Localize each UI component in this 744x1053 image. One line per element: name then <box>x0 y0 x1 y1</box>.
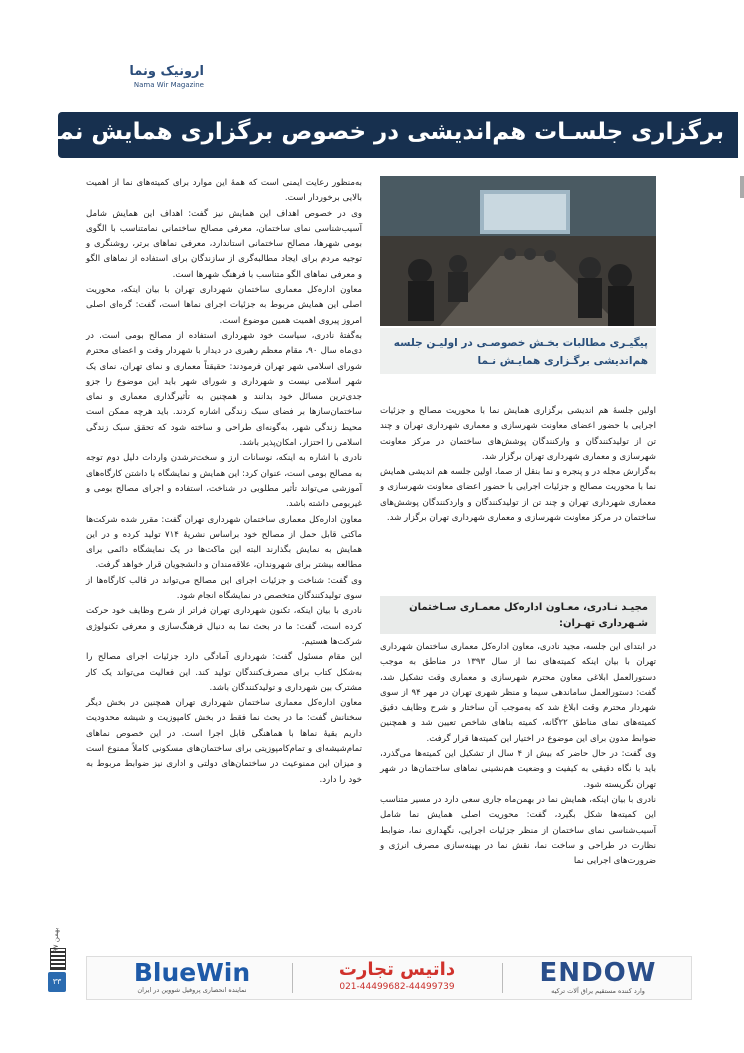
edge-marker <box>740 176 744 198</box>
right-paragraph: وی گفت: در حال حاضر که بیش از ۴ سال از تشکیل این کمیته‌ها می‌گذرد، باید با نگاه دقیقی به کیفیت و وضعیت هم‌نشینی نماهای ساختمان‌ها در شهر تهران نگریسته شود. <box>380 749 656 790</box>
left-paragraph: معاون اداره‌کل معماری ساختمان شهرداری تهران با بیان اینکه، محوریت اصلی این همایش مربوط به جزئیات اجرای نماها است، گفت: گره‌ای اصلی امروز پیروی اهمیت همین موضوع است. <box>86 285 362 326</box>
footer-divider <box>292 963 293 993</box>
magazine-logo <box>84 64 204 98</box>
endow-tagline: وارد کننده مستقیم یراق آلات ترکیه <box>551 987 645 995</box>
bluewin-ad[interactable] <box>97 959 287 997</box>
photo-caption <box>380 328 656 374</box>
left-paragraph: وی در خصوص اهداف این همایش نیز گفت: اهداف این همایش شامل آسیب‌شناسی نمای ساختمان، معرفی مصالح ساختمانی نمامتناسب با الگوی بومی شهرها، مصالح ساختمانی استاندارد، معرفی نماهای برتر، روشنگری و توجیه مردم برای ایجاد مطالبه‌گری از سازندگان برای استفاده از نماهای الگو و معرفی نماهای الگو متناسب با فرهنگ شهرها است. <box>86 208 362 280</box>
endow-ad[interactable] <box>513 959 683 997</box>
left-paragraph: نادری با اشاره به اینکه، نوسانات ارز و سخت‌ترشدن واردات دلیل دوم توجه به مصالح بومی است، عنوان کرد: این همایش و نمایشگاه با داشتن کارگاه‌های آموزشی می‌تواند تأثیر مطلوبی در شناخت، استفاده و اجرای مصالح بومی و غیربومی داشته باشد. <box>86 453 362 510</box>
right-column-intro <box>380 404 656 526</box>
meeting-photo <box>380 176 656 326</box>
right-paragraph: نادری با بیان اینکه، همایش نما در بهمن‌ماه جاری سعی دارد در مسیر متناسب این کمیته‌ها شکل بگیرد، گفت: محوریت اصلی همایش نما شامل آسیب‌شناسی نمای ساختمان از منظر جزئیات اجرایی، نگهداری نما، ضوابط نظارت در طراحی و ساخت نما، نقش نما در بهینه‌سازی مصرف انرژی و ضرورت‌های اجرایی نما <box>380 794 656 867</box>
right-column-body <box>380 640 656 869</box>
article-title: برگزاری جلسـات هم‌اندیشی در خصوص برگزاری همایش نما <box>50 119 724 145</box>
caption-text: پیگیـری مطالبات بخـش خصوصـی در اولیـن جلسه هم‌اندیشی برگـزاری همایـش نـما <box>393 337 648 367</box>
right-paragraph: اولین جلسهٔ هم اندیشی برگزاری همایش نما با محوریت مصالح و جزئیات اجرایی با حضور اعضای معاونت شهرسازی و معماری شهرداری تهران و چند تن از تولیدکنندگان و وارکنندگان پوشش‌های ساختمان در مرکز معاونت شهرسازی و معماری شهرداری تهران برگزار شد. <box>380 406 656 462</box>
subheading-box <box>380 596 656 634</box>
article-title-bar <box>50 112 738 158</box>
left-paragraph: نادری با بیان اینکه، تکنون شهرداری تهران فراتر از شرح وظایف خود حرکت کرده است، گفت: ما در بحث نما به دنبال فرهنگ‌سازی و معرفی تکنولوژی شرکت‌ها هستیم. <box>86 606 362 647</box>
bluewin-tagline: نماینده انحصاری پروفیل شووین در ایران <box>137 986 247 994</box>
page-number: ۳۳ <box>48 972 66 992</box>
left-paragraph: وی گفت: شناخت و جزئیات اجرای این مصالح می‌تواند در قالب کارگاه‌ها از سوی تولیدکنندگان متخصص در نمایشگاه انجام شود. <box>86 575 362 602</box>
right-paragraph: به‌گزارش مجله در و پنجره و نما بنقل از صما، اولین جلسه هم اندیشی همایش نما با محوریت مصالح و جزئیات اجرایی با حضور اعضای معاونت شهرسازی و معماری شهرداری تهران و چند تن از تولیدکنندگان و واردکنندگان پوشش‌های ساختمان در مرکز معاونت شهرسازی و معماری شهرداری تهران برگزار شد. <box>380 467 656 524</box>
endow-logo: ENDOW <box>539 958 657 988</box>
left-paragraph: معاون اداره‌کل معماری ساختمان شهرداری تهران همچنین در بخش دیگر سخنانش گفت: ما در بحث نما فقط در بخش کامپوزیت و شیشه محدودیت داریم بقیهٔ نماها با هماهنگی قابل اجرا است. در این خصوص نماهای تمام‌شیشه‌ای و تمام‌کامپوزیتی برای ساختمان‌های مسکونی کاملاً ممنوع است و میزان این ممنوعیت در ساختمان‌های دولتی و اداری نیز ضوابط مربوط به خود را دارد. <box>86 698 362 785</box>
logo-title: ارونیک ونما <box>129 64 204 79</box>
datis-logo: داتیس تجارت <box>338 959 456 980</box>
subheading-text: مجیـد نـادری، معـاون اداره‌کل معمـاری سـاختمان شـهرداری تهـران: <box>409 602 648 629</box>
left-paragraph: معاون اداره‌کل معماری ساختمان شهرداری تهران گفت: مقرر شده شرکت‌ها ماکتی قابل حمل از مصالح خود براساس نشریهٔ ۷۱۴ تولید کرده و در این همایش به نمایش بگذارند البته این ماکت‌ها در یک نمایشگاه دائمی برای مطالعه بیشتر برای شهروندان، علاقه‌مندان و دانشجویان قرار خواهد گرفت. <box>86 514 362 571</box>
bluewin-logo: BlueWin <box>133 958 251 987</box>
footer-divider <box>502 963 503 993</box>
logo-subtitle: Nama Wir Magazine <box>133 81 204 89</box>
left-paragraph: این مقام مسئول گفت: شهرداری آمادگی دارد جزئیات اجرای مصالح را به‌شکل کتاب برای مصرف‌کنندگان تولید کند. این فعالیت می‌تواند یک کار مشترک بین شهرداری و تولیدکنندگان باشد. <box>86 652 362 693</box>
issue-date: بهمن ۹۷ <box>52 927 60 952</box>
left-paragraph: به‌منظور رعایت ایمنی است که همهٔ این موارد برای کمیته‌های نما از اهمیت بالایی برخوردار است. <box>86 178 362 204</box>
datis-ad[interactable] <box>297 959 497 997</box>
right-paragraph: در ابتدای این جلسه، مجید نادری، معاون اداره‌کل معماری ساختمان شهرداری تهران با بیان اینکه کمیته‌های نما از سال ۱۳۹۳ در مناطق به موجب دستورالعمل ابلاغی معاون محترم شهرسازی و معماری وقت تشکیل شد، گفت: دستورالعمل ساماندهی سیما و منظر شهری تهران در مهر ۹۴ از سوی شهردار محترم وقت ابلاغ شد که به‌موجب آن ساختار و شرح وظایف دقیق کمیته‌های نمای مناطق ۲۲گانه، کمیته بناهای شاخص تعیین شد و همچنین ضوابط مدون برای این موضوع در اختیار این کمیته‌ها قرار گرفت. <box>380 642 656 744</box>
advert-footer <box>86 956 692 1000</box>
meeting-photo-illustration <box>380 176 656 326</box>
datis-phone: 021-44499682-44499739 <box>339 982 455 992</box>
left-column <box>86 176 362 788</box>
left-paragraph: به‌گفتهٔ نادری، سیاست خود شهرداری استفاده از مصالح بومی است. در دی‌ماه سال ۹۰، مقام معظم رهبری در دیدار با شهردار وقت و اعضای محترم شورای اسلامی شهر تهران فرمودند: حقیقتاً معماری و نمای تهران، نمای یک شهر اسلامی نیست و شهرداری و شورای شهر باید این موضوع را جزو جدی‌ترین مسائل خود بدانند و همچنین به تأثیرگذاری معماری و نمای ساختمان‌سازها بر فضای سبک زندگی اشاره کردند. باید هرچه ممکن است محیط زندگی شهر، به‌گونه‌ای طراحی و ساخته شود که تحقق سبک زندگی اسلامی را احتزار، امکان‌پذیر باشد. <box>86 330 362 449</box>
